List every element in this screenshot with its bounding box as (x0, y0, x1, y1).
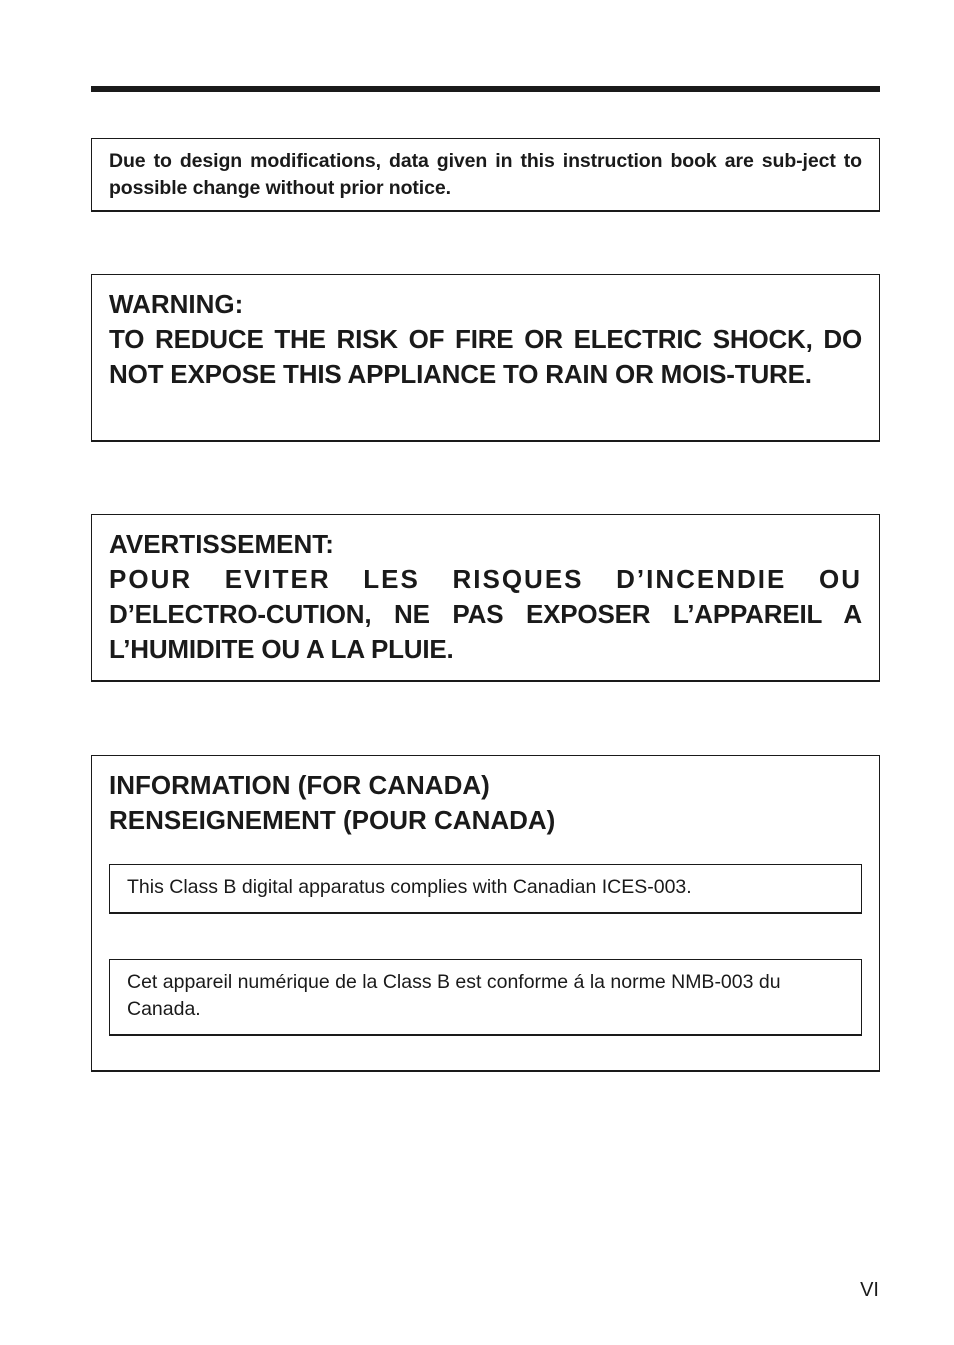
page-number: VI (860, 1279, 879, 1301)
canada-heading-fr: RENSEIGNEMENT (POUR CANADA) (109, 805, 556, 835)
nmb-statement-text: Cet appareil numérique de la Class B est conforme á la norme NMB-003 du Canada. (127, 971, 781, 1020)
top-rule (91, 86, 880, 92)
design-notice-text: Due to design modifications, data given in this instruction book are sub-ject to possible change without prior notice. (109, 150, 862, 199)
avertissement-box (91, 514, 880, 682)
warning-title: WARNING: (109, 289, 244, 319)
canada-information-box (91, 755, 880, 1072)
canada-heading (109, 768, 555, 838)
avertissement-text-line1: POUR EVITER LES RISQUES D’INCENDIE OU (109, 564, 862, 594)
warning-text: TO REDUCE THE RISK OF FIRE OR ELECTRIC SHOCK, DO NOT EXPOSE THIS APPLIANCE TO RAIN OR MOIS-TURE. (109, 324, 862, 389)
design-notice-box (91, 138, 880, 212)
ices-statement-text: This Class B digital apparatus complies with Canadian ICES-003. (127, 876, 692, 898)
canada-heading-en: INFORMATION (FOR CANADA) (109, 770, 490, 800)
avertissement-title: AVERTISSEMENT: (109, 529, 334, 559)
warning-box (91, 274, 880, 442)
nmb-statement-box (109, 959, 862, 1036)
ices-statement-box (109, 864, 862, 914)
avertissement-text: D’ELECTRO-CUTION, NE PAS EXPOSER L’APPAREIL A L’HUMIDITE OU A LA PLUIE. (109, 599, 862, 664)
